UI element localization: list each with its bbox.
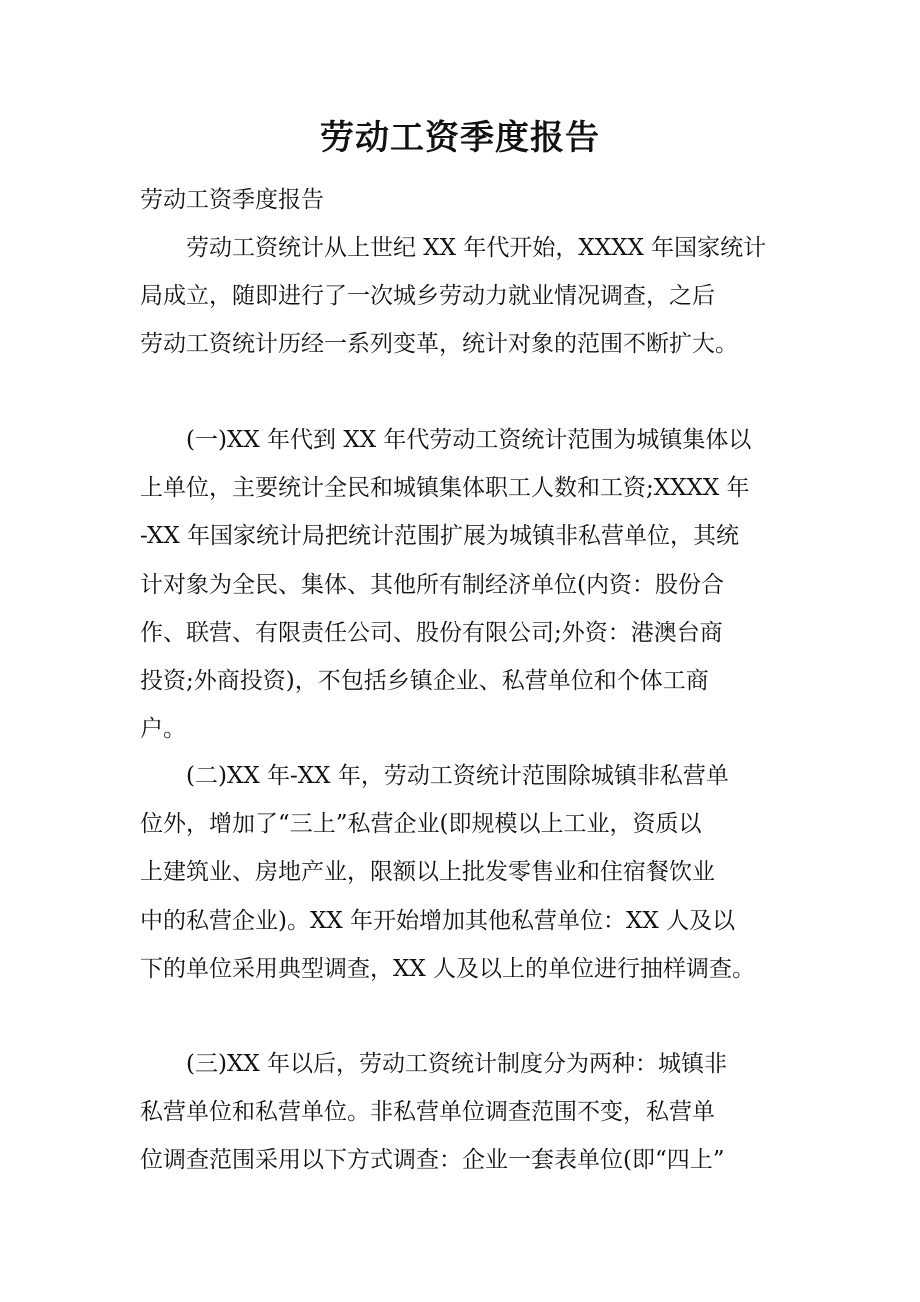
paragraph-line: (一)XX 年代到 XX 年代劳动工资统计范围为城镇集体以 [186,427,752,453]
paragraph-line: 中的私营企业)。XX 年开始增加其他私营单位：XX 人及以 [140,907,736,934]
paragraph-line: 劳动工资统计历经一系列变革，统计对象的范围不断扩大。 [140,331,738,358]
paragraph-line: 下的单位采用典型调查，XX 人及以上的单位进行抽样调查。 [140,955,756,982]
paragraph-line: 上单位，主要统计全民和城镇集体职工人数和工资;XXXX 年 [140,475,750,502]
paragraph-section-two [140,752,800,993]
paragraph-line: 局成立，随即进行了一次城乡劳动力就业情况调查，之后 [140,283,715,310]
document-subtitle: 劳动工资季度报告 [140,187,324,213]
paragraph-intro [140,224,800,369]
paragraph-line: -XX 年国家统计局把统计范围扩展为城镇非私营单位，其统 [140,523,740,550]
paragraph-line: 投资;外商投资)，不包括乡镇企业、私营单位和个体工商 [140,667,709,694]
paragraph-line: 私营单位和私营单位。非私营单位调查范围不变，私营单 [140,1099,715,1126]
paragraph-line: 户。 [140,716,186,743]
paragraph-line: 位调查范围采用以下方式调查：企业一套表单位(即“四上” [140,1147,725,1174]
paragraph-line: 作、联营、有限责任公司、股份有限公司;外资：港澳台商 [140,619,723,646]
paragraph-section-one [140,416,800,753]
paragraph-line: (三)XX 年以后，劳动工资统计制度分为两种：城镇非 [186,1051,728,1077]
document-title: 劳动工资季度报告 [320,118,600,158]
paragraph-line: 劳动工资统计从上世纪 XX 年代开始，XXXX 年国家统计 [186,235,767,261]
paragraph-line: 位外，增加了“三上”私营企业(即规模以上工业，资质以 [140,811,702,838]
paragraph-section-three [140,1040,800,1185]
paragraph-line: 计对象为全民、集体、其他所有制经济单位(内资：股份合 [140,571,724,598]
paragraph-line: 上建筑业、房地产业，限额以上批发零售业和住宿餐饮业 [140,859,715,886]
paragraph-line: (二)XX 年-XX 年，劳动工资统计范围除城镇非私营单 [186,763,729,789]
